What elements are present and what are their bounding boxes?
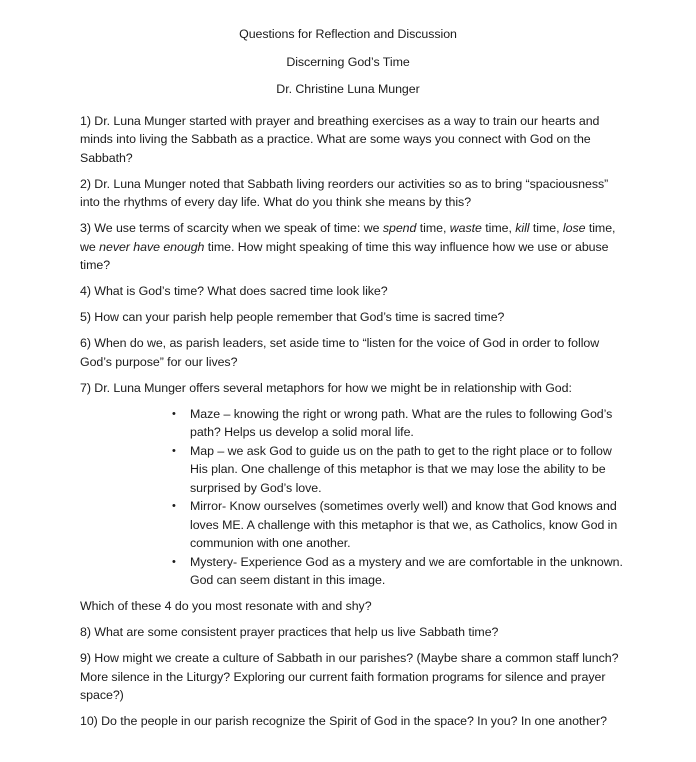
text-run: 6) When do we, as parish leaders, set aside time to “listen for the voice of God in order to follow God’s purpose” for our lives? <box>80 336 600 369</box>
paragraph <box>80 219 628 275</box>
text-run: time. How might speaking of time this way influence how we use or abuse time? <box>80 239 609 272</box>
text-run: 9) How might we create a culture of Sabbath in our parishes? (Maybe share a common staff lunch? More silence in the Liturgy? Exploring our current faith formation programs for silence and prayer space?) <box>80 651 619 702</box>
text-run: 7) Dr. Luna Munger offers several metaphors for how we might be in relationship with God: <box>80 380 572 395</box>
paragraph <box>80 649 628 705</box>
document-title: Questions for Reflection and Discussion <box>239 27 457 41</box>
text-run: 4) What is God’s time? What does sacred time look like? <box>80 284 388 298</box>
paragraph <box>80 334 628 371</box>
paragraph <box>80 308 628 327</box>
paragraph <box>80 597 628 616</box>
text-run: 5) How can your parish help people remember that God’s time is sacred time? <box>80 310 505 324</box>
bullet-marker-icon: • <box>172 444 176 457</box>
text-run: 10) Do the people in our parish recognize the Spirit of God in the space? In you? In one another? <box>80 714 607 728</box>
text-run: 1) Dr. Luna Munger started with prayer and breathing exercises as a way to train our hearts and minds into living the Sabbath as a practice. What are some ways you connect with God on the Sabbath? <box>80 113 600 165</box>
text-run: time, we <box>80 221 616 254</box>
paragraph <box>80 175 628 212</box>
text-run: 2) Dr. Luna Munger noted that Sabbath living reorders our activities so as to bring “spaciousness” into the rhythms of every day life. What do you think she means by this? <box>80 176 609 209</box>
bullet-list <box>80 405 628 590</box>
document-header <box>0 0 696 99</box>
paragraph <box>80 282 628 301</box>
paragraph <box>80 112 628 168</box>
bullet-marker-icon: • <box>172 500 176 512</box>
paragraph <box>80 712 628 731</box>
italic-text-run: never have enough <box>99 239 205 254</box>
text-run: 3) We use terms of scarcity when we speak of time: we <box>80 221 383 235</box>
bullet-item <box>80 405 628 442</box>
italic-text-run: lose <box>562 221 586 235</box>
document-subtitle: Discerning God’s Time <box>286 54 410 69</box>
text-run: Map – we ask God to guide us on the path to get to the right place or to follow His plan. One challenge of this metaphor is that we may lose the ability to be surprised by God’s love. <box>190 443 612 495</box>
bullet-text <box>190 442 628 498</box>
bullet-item <box>80 442 628 498</box>
text-run: Mirror- Know ourselves (sometimes overly well) and know that God knows and loves ME. A challenge with this metaphor is that we, as Catholics, know God in communion with one another. <box>190 499 618 550</box>
italic-text-run: spend <box>382 221 417 235</box>
text-run: 8) What are some consistent prayer practices that help us live Sabbath time? <box>80 625 499 639</box>
text-run: Maze – knowing the right or wrong path. What are the rules to following God’s path? Helps us develop a solid moral life. <box>190 406 613 439</box>
text-run: time, <box>416 221 450 235</box>
bullet-marker-icon: • <box>172 407 176 420</box>
paragraph <box>80 379 628 398</box>
bullet-marker-icon: • <box>172 555 176 568</box>
text-run: time, <box>529 221 563 235</box>
document-author: Dr. Christine Luna Munger <box>276 82 420 96</box>
italic-text-run: waste <box>449 221 482 235</box>
bullet-text <box>190 497 628 553</box>
italic-text-run: kill <box>515 221 530 235</box>
paragraph <box>80 623 628 642</box>
bullet-item <box>80 553 628 590</box>
bullet-text <box>190 405 628 442</box>
document-body <box>0 108 696 731</box>
text-run: Which of these 4 do you most resonate with and shy? <box>80 599 372 613</box>
text-run: Mystery- Experience God as a mystery and we are comfortable in the unknown. God can seem distant in this image. <box>190 554 623 587</box>
bullet-text <box>190 553 628 590</box>
text-run: time, <box>481 221 516 235</box>
bullet-item <box>80 497 628 553</box>
